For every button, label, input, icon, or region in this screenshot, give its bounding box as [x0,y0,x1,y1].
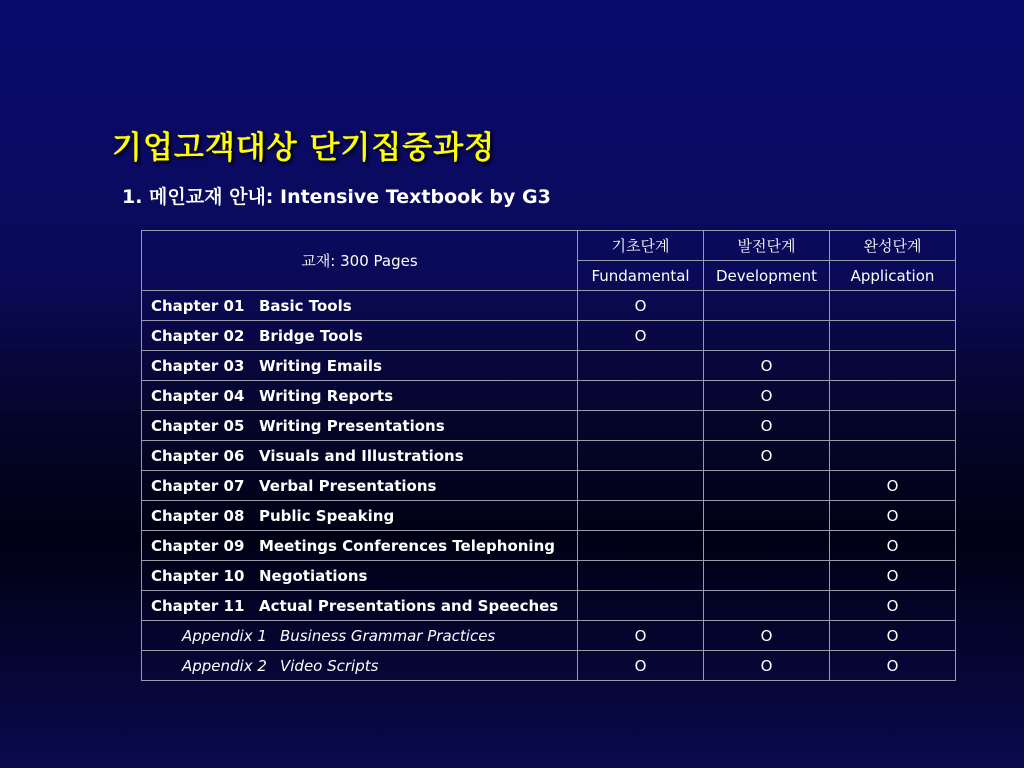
mark-application: O [830,531,956,561]
page-title: 기업고객대상 단기집중과정 [112,130,496,166]
chapter-row [142,501,956,531]
chapter-title: Verbal Presentations [259,476,437,495]
chapter-title: Basic Tools [259,296,352,315]
chapter-name-cell [142,441,578,471]
chapter-name-cell [142,381,578,411]
chapter-name-cell [142,591,578,621]
chapter-number: Chapter 04 [151,386,245,405]
chapter-number: Chapter 05 [151,416,245,435]
chapter-title: Writing Presentations [259,416,445,435]
mark-development: O [704,651,830,681]
chapter-name-cell [142,531,578,561]
chapter-row [142,291,956,321]
chapter-name-cell [142,501,578,531]
section-subtitle: 1. 메인교재 안내: Intensive Textbook by G3 [122,186,551,208]
stage-kr-development: 발전단계 [704,231,830,261]
mark-application [830,441,956,471]
mark-fundamental [578,351,704,381]
mark-fundamental [578,381,704,411]
chapter-title: Visuals and Illustrations [259,446,464,465]
chapter-row [142,531,956,561]
appendix-rows [142,621,956,681]
chapter-number: Chapter 11 [151,596,245,615]
chapter-number: Chapter 06 [151,446,245,465]
chapter-title: Writing Reports [259,386,394,405]
chapter-title: Meetings Conferences Telephoning [259,536,555,555]
mark-application: O [830,561,956,591]
mark-application [830,411,956,441]
header-row-korean [142,231,956,261]
appendix-title: Video Scripts [280,656,379,675]
mark-development [704,471,830,501]
mark-fundamental [578,561,704,591]
chapter-title: Actual Presentations and Speeches [259,596,559,615]
chapter-row [142,411,956,441]
appendix-title: Business Grammar Practices [280,626,496,645]
appendix-number: Appendix 1 [182,626,267,645]
mark-fundamental [578,591,704,621]
mark-application: O [830,591,956,621]
mark-application [830,351,956,381]
chapter-row [142,561,956,591]
chapter-row [142,351,956,381]
mark-application [830,291,956,321]
mark-development [704,291,830,321]
appendix-row [142,651,956,681]
chapter-name-cell [142,561,578,591]
mark-fundamental: O [578,291,704,321]
chapter-row [142,471,956,501]
mark-development [704,531,830,561]
chapter-name-cell [142,471,578,501]
chapter-name-cell [142,351,578,381]
mark-development: O [704,441,830,471]
mark-development: O [704,621,830,651]
appendix-name-cell [142,651,578,681]
chapter-rows [142,291,956,621]
mark-fundamental [578,441,704,471]
book-label-cell: 교재: 300 Pages [142,231,578,291]
appendix-name-cell [142,621,578,651]
mark-application [830,321,956,351]
chapter-title: Public Speaking [259,506,395,525]
mark-fundamental: O [578,651,704,681]
chapter-title: Bridge Tools [259,326,363,345]
chapter-number: Chapter 08 [151,506,245,525]
chapter-number: Chapter 10 [151,566,245,585]
mark-development: O [704,411,830,441]
mark-fundamental: O [578,321,704,351]
chapter-number: Chapter 02 [151,326,245,345]
mark-fundamental: O [578,621,704,651]
mark-fundamental [578,501,704,531]
mark-application: O [830,501,956,531]
stage-kr-fundamental: 기초단계 [578,231,704,261]
chapter-name-cell [142,411,578,441]
mark-development [704,321,830,351]
chapter-row [142,441,956,471]
chapter-number: Chapter 07 [151,476,245,495]
mark-fundamental [578,411,704,441]
mark-application: O [830,651,956,681]
mark-application [830,381,956,411]
textbook-table [141,230,956,681]
chapter-title: Negotiations [259,566,368,585]
stage-en-fundamental: Fundamental [578,261,704,291]
mark-fundamental [578,531,704,561]
stage-en-development: Development [704,261,830,291]
mark-development: O [704,351,830,381]
appendix-row [142,621,956,651]
chapter-number: Chapter 03 [151,356,245,375]
chapter-number: Chapter 09 [151,536,245,555]
appendix-number: Appendix 2 [182,656,267,675]
chapter-name-cell [142,321,578,351]
chapter-name-cell [142,291,578,321]
chapter-row [142,381,956,411]
mark-application: O [830,471,956,501]
mark-development [704,591,830,621]
chapter-title: Writing Emails [259,356,382,375]
chapter-number: Chapter 01 [151,296,245,315]
mark-fundamental [578,471,704,501]
mark-development [704,501,830,531]
stage-kr-application: 완성단계 [830,231,956,261]
chapter-row [142,321,956,351]
mark-development: O [704,381,830,411]
mark-application: O [830,621,956,651]
stage-en-application: Application [830,261,956,291]
chapter-row [142,591,956,621]
mark-development [704,561,830,591]
